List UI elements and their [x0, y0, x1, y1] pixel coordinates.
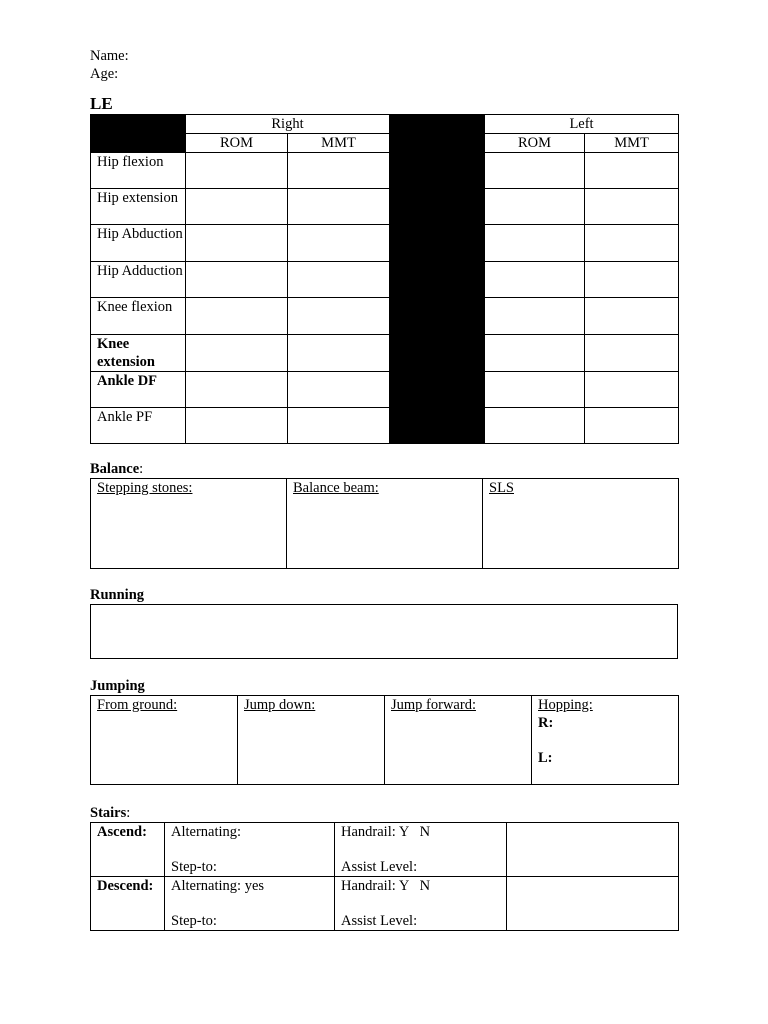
row-label-ankle-df: Ankle DF — [91, 372, 186, 408]
running-box[interactable] — [91, 605, 678, 659]
left-rom-cell[interactable] — [485, 153, 585, 189]
left-rom-cell[interactable] — [485, 372, 585, 408]
left-mmt-header: MMT — [585, 134, 679, 153]
descend-handrail: Handrail: Y N — [341, 878, 431, 894]
divider-cell — [390, 372, 485, 408]
left-mmt-cell[interactable] — [585, 189, 679, 225]
balance-title: Balance — [90, 461, 140, 477]
le-table — [90, 114, 679, 444]
ascend-assist-level: Assist Level: — [341, 859, 418, 875]
balance-beam-cell[interactable] — [287, 479, 483, 569]
hopping-label: Hopping: — [538, 697, 593, 713]
hopping-spacer — [538, 732, 678, 749]
spacer — [341, 841, 506, 858]
divider-cell — [390, 408, 485, 444]
descend-label: Descend: — [91, 877, 165, 931]
divider-cell — [390, 298, 485, 335]
left-mmt-cell[interactable] — [585, 335, 679, 372]
age-label: Age: — [90, 66, 119, 82]
ascend-label: Ascend: — [91, 823, 165, 877]
left-rom-header: ROM — [485, 134, 585, 153]
descend-step-to: Step-to: — [171, 913, 217, 929]
descend-notes-cell[interactable] — [507, 877, 679, 931]
right-mmt-cell[interactable] — [288, 335, 390, 372]
ascend-handrail-cell[interactable] — [335, 823, 507, 877]
left-header: Left — [485, 115, 679, 134]
divider-cell — [390, 189, 485, 225]
running-table — [90, 604, 678, 659]
right-mmt-cell[interactable] — [288, 189, 390, 225]
descend-alternating-cell[interactable] — [165, 877, 335, 931]
right-rom-cell[interactable] — [186, 189, 288, 225]
hopping-cell[interactable] — [532, 696, 679, 785]
descend-handrail-cell[interactable] — [335, 877, 507, 931]
right-header: Right — [186, 115, 390, 134]
left-rom-cell[interactable] — [485, 335, 585, 372]
jumping-table — [90, 695, 679, 785]
jump-forward-cell[interactable] — [385, 696, 532, 785]
ascend-handrail: Handrail: Y N — [341, 824, 431, 840]
spacer — [341, 895, 506, 912]
left-rom-cell[interactable] — [485, 298, 585, 335]
jump-down-cell[interactable] — [238, 696, 385, 785]
right-mmt-cell[interactable] — [288, 153, 390, 189]
left-mmt-cell[interactable] — [585, 408, 679, 444]
running-heading: Running — [90, 587, 145, 603]
hopping-l-label: L: — [538, 750, 553, 766]
left-mmt-cell[interactable] — [585, 225, 679, 262]
stairs-colon: : — [126, 805, 131, 821]
balance-beam-label: Balance beam: — [293, 480, 379, 496]
right-rom-cell[interactable] — [186, 225, 288, 262]
stairs-title: Stairs — [90, 805, 127, 821]
right-rom-cell[interactable] — [186, 298, 288, 335]
row-label-hip-extension: Hip extension — [91, 189, 186, 225]
descend-assist-level: Assist Level: — [341, 913, 418, 929]
ascend-alternating: Alternating: — [171, 824, 242, 840]
stairs-table — [90, 822, 679, 931]
left-rom-cell[interactable] — [485, 262, 585, 298]
sls-label: SLS — [489, 480, 514, 496]
right-rom-cell[interactable] — [186, 372, 288, 408]
left-mmt-cell[interactable] — [585, 298, 679, 335]
ascend-notes-cell[interactable] — [507, 823, 679, 877]
row-label-hip-adduction: Hip Adduction — [91, 262, 186, 298]
divider-cell — [390, 153, 485, 189]
hopping-r-label: R: — [538, 715, 554, 731]
row-label-ankle-pf: Ankle PF — [91, 408, 186, 444]
right-mmt-cell[interactable] — [288, 262, 390, 298]
right-rom-cell[interactable] — [186, 408, 288, 444]
right-rom-header: ROM — [186, 134, 288, 153]
right-mmt-cell[interactable] — [288, 225, 390, 262]
descend-alternating: Alternating: yes — [171, 878, 265, 894]
spacer — [171, 841, 334, 858]
balance-table — [90, 478, 679, 569]
divider-header — [390, 115, 485, 153]
right-mmt-header: MMT — [288, 134, 390, 153]
name-label: Name: — [90, 48, 129, 64]
balance-colon: : — [139, 461, 144, 477]
corner-cell-right — [91, 115, 186, 153]
le-heading: LE — [90, 94, 113, 113]
jumping-heading: Jumping — [90, 678, 145, 694]
right-mmt-cell[interactable] — [288, 372, 390, 408]
left-rom-cell[interactable] — [485, 189, 585, 225]
jump-forward-label: Jump forward: — [391, 697, 476, 713]
divider-cell — [390, 225, 485, 262]
right-mmt-cell[interactable] — [288, 298, 390, 335]
right-rom-cell[interactable] — [186, 262, 288, 298]
left-rom-cell[interactable] — [485, 225, 585, 262]
spacer — [171, 895, 334, 912]
left-mmt-cell[interactable] — [585, 153, 679, 189]
divider-cell — [390, 335, 485, 372]
from-ground-label: From ground: — [97, 697, 178, 713]
divider-cell — [390, 262, 485, 298]
from-ground-cell[interactable] — [91, 696, 238, 785]
right-rom-cell[interactable] — [186, 153, 288, 189]
stepping-stones-cell[interactable] — [91, 479, 287, 569]
row-label-hip-flexion: Hip flexion — [91, 153, 186, 189]
row-label-knee-extension: Knee extension — [91, 335, 186, 372]
left-mmt-cell[interactable] — [585, 372, 679, 408]
row-label-knee-flexion: Knee flexion — [91, 298, 186, 335]
stairs-heading — [90, 804, 130, 822]
ascend-alternating-cell[interactable] — [165, 823, 335, 877]
sls-cell[interactable] — [483, 479, 679, 569]
balance-heading — [90, 460, 143, 478]
left-mmt-cell[interactable] — [585, 262, 679, 298]
ascend-step-to: Step-to: — [171, 859, 217, 875]
jump-down-label: Jump down: — [244, 697, 316, 713]
right-rom-cell[interactable] — [186, 335, 288, 372]
row-label-hip-abduction: Hip Abduction — [91, 225, 186, 262]
left-rom-cell[interactable] — [485, 408, 585, 444]
right-mmt-cell[interactable] — [288, 408, 390, 444]
stepping-stones-label: Stepping stones: — [97, 480, 193, 496]
